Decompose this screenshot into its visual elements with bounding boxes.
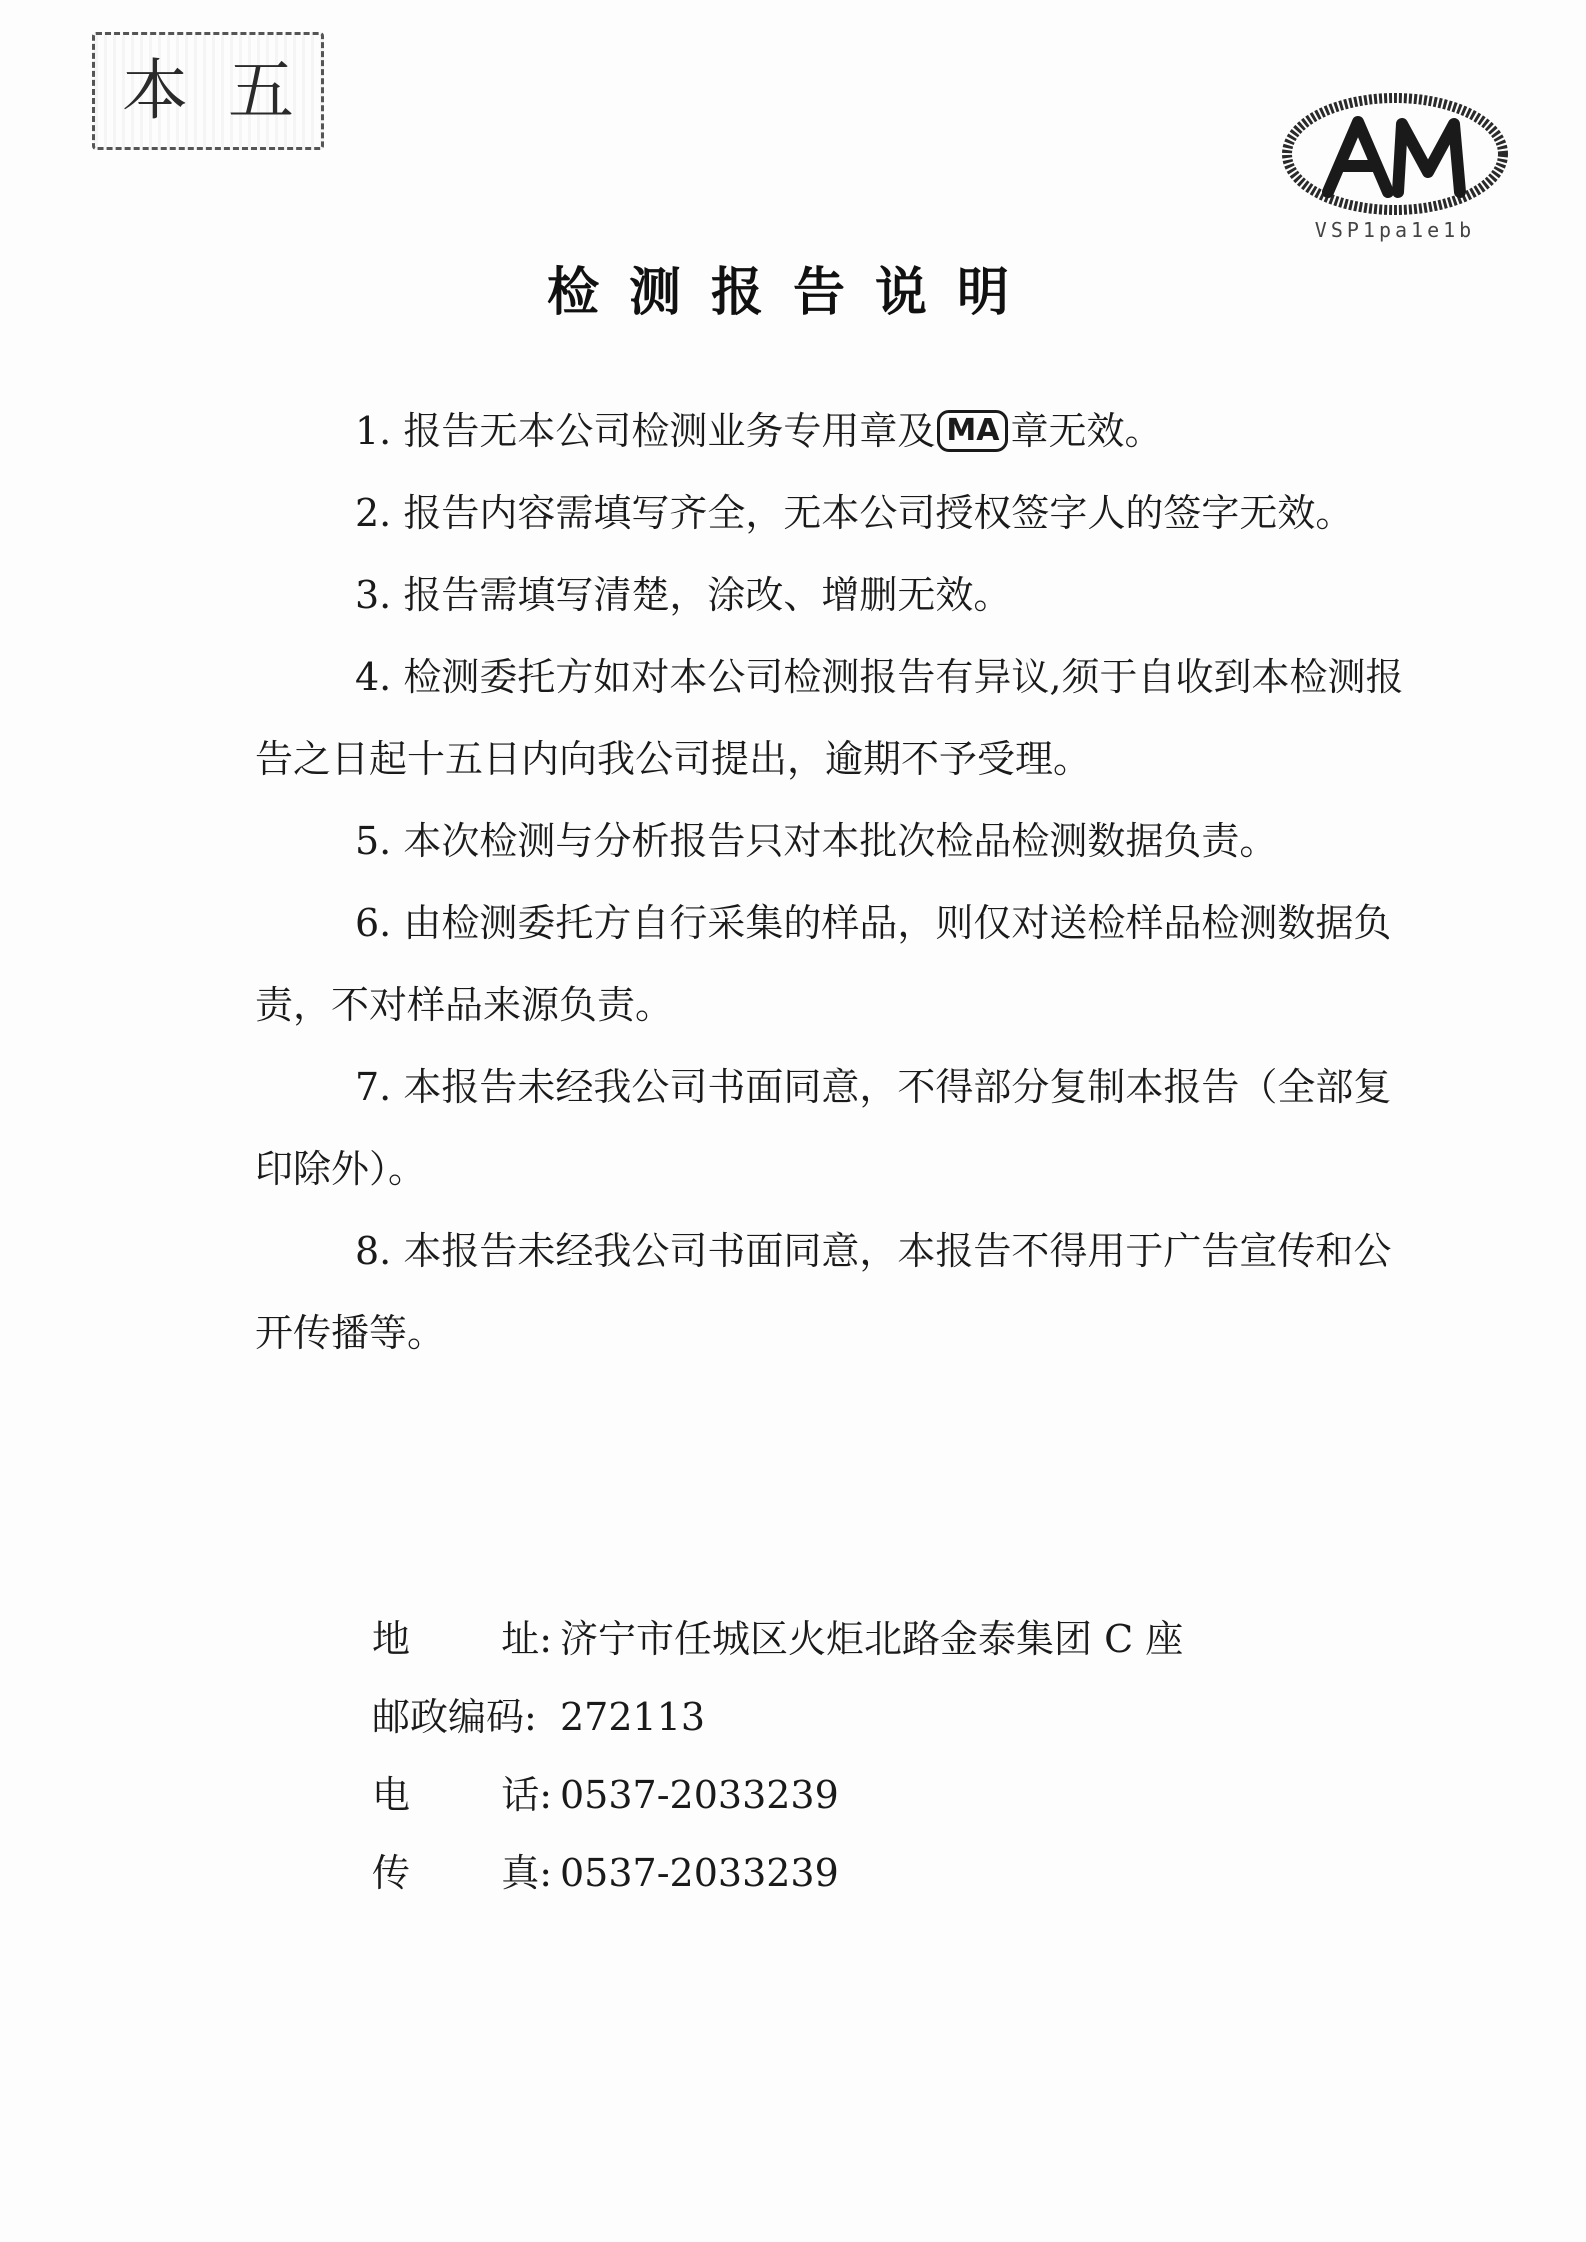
clause-number: 1. [355, 409, 392, 453]
clause-1 [255, 390, 1415, 472]
clause-number: 7. [355, 1065, 392, 1109]
clause-number: 8. [355, 1229, 392, 1273]
clause-number: 4. [355, 655, 392, 699]
contact-fax [372, 1834, 1372, 1912]
clause-text: 本次检测与分析报告只对本批次检品检测数据负责。 [403, 819, 1278, 863]
clause-number: 3. [355, 573, 392, 617]
clause-number: 5. [355, 819, 392, 863]
clause-2 [255, 472, 1415, 554]
clause-number: 2. [355, 491, 392, 535]
logo-subtext: VSP1pa1e1b [1314, 218, 1476, 242]
stamp-char-1: 本 [122, 52, 188, 129]
postcode-label: 邮政编码: [372, 1695, 537, 1739]
clause-text: 检测委托方如对本公司检测报告有异议,须于自收到本检测报告之日起十五日内向我公司提出，逾期不予受理。 [255, 655, 1404, 781]
contact-address [372, 1600, 1372, 1678]
clause-text: 由检测委托方自行采集的样品，则仅对送检样品检测数据负责，不对样品来源负责。 [255, 901, 1392, 1027]
clause-text-tail: 章无效。 [1010, 409, 1163, 453]
contact-postcode [372, 1678, 1372, 1756]
fax-value: 0537-2033239 [560, 1851, 839, 1895]
clause-5 [255, 800, 1415, 882]
page-title: 检测报告说明 [546, 263, 1039, 323]
clause-8 [255, 1210, 1415, 1374]
fax-label: 传 真: [372, 1851, 552, 1895]
clause-number: 6. [355, 901, 392, 945]
stamp-char-2: 五 [228, 52, 294, 129]
clause-7 [255, 1046, 1415, 1210]
clause-text: 报告无本公司检测业务专用章及 [403, 409, 936, 453]
clause-text: 本报告未经我公司书面同意，不得部分复制本报告（全部复印除外）。 [255, 1065, 1392, 1191]
contact-phone [372, 1756, 1372, 1834]
contact-block [372, 1600, 1372, 1912]
phone-label: 电 话: [372, 1773, 552, 1817]
copy-stamp [92, 32, 324, 150]
clause-3 [255, 554, 1415, 636]
address-value: 济宁市任城区火炬北路金泰集团 C 座 [560, 1617, 1184, 1661]
clause-text: 报告需填写清楚，涂改、增删无效。 [403, 573, 1012, 617]
clause-4 [255, 636, 1415, 800]
clause-list [255, 390, 1415, 1374]
ma-badge-icon: MA [937, 410, 1008, 452]
clause-6 [255, 882, 1415, 1046]
address-label: 地 址: [372, 1617, 552, 1661]
postcode-value: 272113 [560, 1695, 706, 1739]
phone-value: 0537-2033239 [560, 1773, 839, 1817]
clause-text: 报告内容需填写齐全，无本公司授权签字人的签字无效。 [403, 491, 1354, 535]
clause-text: 本报告未经我公司书面同意，本报告不得用于广告宣传和公开传播等。 [255, 1229, 1392, 1355]
